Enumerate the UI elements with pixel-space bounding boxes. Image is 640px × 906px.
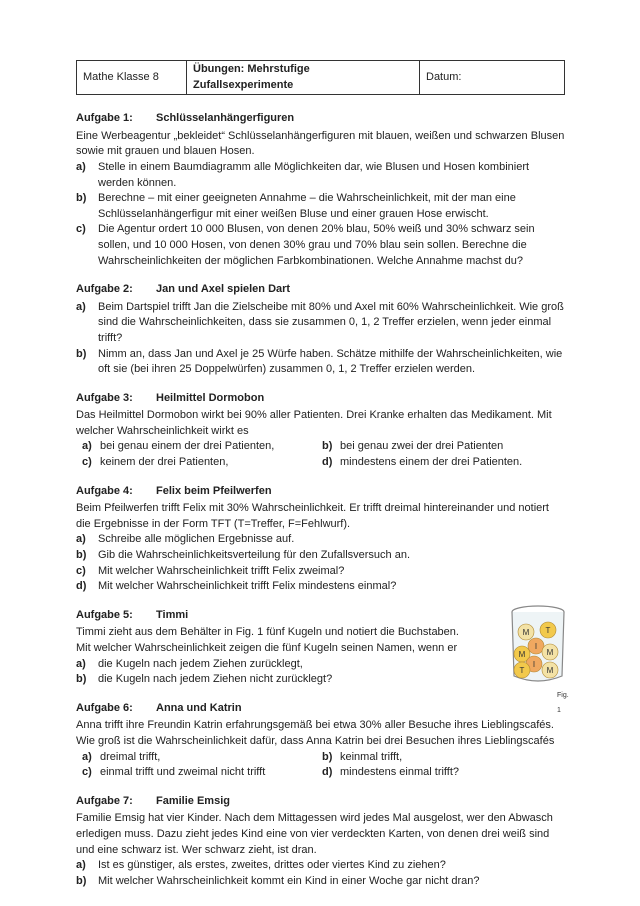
task-number: Aufgabe 5: — [76, 608, 133, 621]
task-intro: Anna trifft ihre Freundin Katrin erfahrungsgemäß bei etwa 30% aller Besuche ihres Lieblingscafés. Wie groß ist die Wahrscheinlichkeit dafür, dass Anna Katrin bei drei Besuchen ihres Lieblingscafés — [76, 719, 555, 747]
ball-letter: T — [545, 625, 551, 635]
list-item: c) Die Agentur ordert 10 000 Blusen, von denen 20% blau, 50% weiß und 30% schwarz sein sollen, und 10 000 Hosen, von denen 30% grau und 70% blau sein sollen. Berechne die Wahrscheinlichkeiten der möglichen Farbkombinationen. Welche Annahme machst du? — [76, 223, 535, 267]
ball-letter: M — [518, 649, 526, 659]
list-item: b) Mit welcher Wahrscheinlichkeit kommt ein Kind in einer Woche gar nicht dran? — [76, 874, 480, 887]
title-cell: Übungen: Mehrstufige Zufallsexperimente — [187, 61, 420, 95]
task-intro: Timmi zieht aus dem Behälter in Fig. 1 fünf Kugeln und notiert die Buchstaben. Mit welcher Wahrscheinlichkeit zeigen die fünf Kugeln seinen Namen, wenn er — [76, 626, 459, 654]
ball-letter: M — [546, 665, 554, 675]
list-item: a) bei genau einem der drei Patienten, — [82, 440, 275, 453]
list-item: d) Mit welcher Wahrscheinlichkeit trifft Felix mindestens einmal? — [76, 580, 397, 593]
task-intro: Beim Pfeilwerfen trifft Felix mit 30% Wahrscheinlichkeit. Er trifft dreimal hintereinander und notiert die Ergebnisse in der Form TFT (T=Treffer, F=Fehlwurf). — [76, 502, 549, 530]
list-item: a) Schreibe alle möglichen Ergebnisse auf. — [76, 533, 295, 546]
task-number: Aufgabe 3: — [76, 391, 133, 404]
list-item: a) Stelle in einem Baumdiagramm alle Möglichkeiten dar, wie Blusen und Hosen kombiniert werden können. — [76, 160, 530, 189]
task-number: Aufgabe 1: — [76, 112, 133, 125]
task-title: Timmi — [156, 608, 189, 621]
task-1 — [76, 111, 566, 269]
header-table — [76, 60, 565, 95]
task-intro: Familie Emsig hat vier Kinder. Nach dem Mittagessen wird jedes Mal ausgelost, wer den Abwasch erledigen muss. Dazu zieht jedes Kind eine von vier verdeckten Karten, von denen drei weiß sind und eine schwarz ist. Wer schwarz zieht, ist dran. — [76, 812, 553, 856]
task-intro: Das Heilmittel Dormobon wirkt bei 90% aller Patienten. Drei Kranke erhalten das Medikament. Mit welcher Wahrscheinlichkeit wirkt es — [76, 409, 552, 437]
ball-jar-figure — [506, 602, 570, 688]
task-3 — [76, 391, 566, 471]
date-cell: Datum: — [420, 61, 565, 95]
task-intro: Eine Werbeagentur „bekleidet“ Schlüsselanhängerfiguren mit blauen, weißen und schwarzen Blusen sowie mit grauen und blauen Hosen. — [76, 129, 565, 158]
list-item: b) bei genau zwei der drei Patienten — [322, 440, 504, 453]
list-item: a) Ist es günstiger, als erstes, zweites, drittes oder viertes Kind zu ziehen? — [76, 859, 446, 872]
list-item: b) keinmal trifft, — [322, 750, 403, 763]
subject-cell: Mathe Klasse 8 — [77, 61, 187, 95]
list-item: c) Mit welcher Wahrscheinlichkeit trifft Felix zweimal? — [76, 564, 345, 577]
task-number: Aufgabe 4: — [76, 484, 133, 497]
list-item: b) Gib die Wahrscheinlichkeitsverteilung für den Zufallsversuch an. — [76, 549, 411, 562]
task-4 — [76, 484, 566, 595]
list-item: a) die Kugeln nach jedem Ziehen zurücklegt, — [76, 657, 303, 670]
task-7 — [76, 794, 566, 890]
list-item: a) dreimal trifft, — [82, 750, 161, 763]
list-item: c) einmal trifft und zweimal nicht trifft — [82, 766, 266, 779]
task-number: Aufgabe 7: — [76, 794, 133, 807]
ball-letter: I — [534, 641, 538, 651]
task-2 — [76, 282, 566, 378]
list-item: c) keinem der drei Patienten, — [82, 456, 229, 469]
list-item: b) Berechne – mit einer geeigneten Annahme – die Wahrscheinlichkeit, mit der man eine Schlüsselanhängerfigur mit einer weißen Bluse und einer grauen Hose erwischt. — [76, 192, 516, 220]
task-title: Felix beim Pfeilwerfen — [156, 484, 272, 497]
list-item: d) mindestens einem der drei Patienten. — [322, 456, 523, 469]
figure-caption: Fig. 1 — [557, 691, 569, 715]
worksheet — [76, 60, 569, 902]
task-number: Aufgabe 2: — [76, 283, 133, 296]
task-title: Heilmittel Dormobon — [156, 391, 265, 404]
ball-letter: T — [519, 665, 525, 675]
task-title: Familie Emsig — [156, 794, 230, 807]
list-item: d) mindestens einmal trifft? — [322, 766, 460, 779]
ball-letter: I — [532, 659, 536, 669]
ball-letter: M — [522, 627, 530, 637]
task-number: Aufgabe 6: — [76, 701, 133, 714]
list-item: a) Beim Dartspiel trifft Jan die Zielscheibe mit 80% und Axel mit 60% Wahrscheinlichkeit. Wie groß sind die Wahrscheinlichkeiten, dass sie zusammen 0, 1, 2 Treffer erzielen, wenn jeder einmal trifft? — [76, 300, 564, 344]
task-title: Anna und Katrin — [156, 701, 242, 714]
task-title: Schlüsselanhängerfiguren — [156, 112, 295, 125]
list-item: b) die Kugeln nach jedem Ziehen nicht zurücklegt? — [76, 673, 333, 686]
task-6 — [76, 701, 566, 781]
task-title: Jan und Axel spielen Dart — [156, 283, 291, 296]
list-item: b) Nimm an, dass Jan und Axel je 25 Würfe haben. Schätze mithilfe der Wahrscheinlichkeiten, wie oft sie (bei ihren 25 Doppelwürfen) zusammen 0, 1, 2 Treffer erzielen werden. — [76, 347, 563, 376]
ball-letter: M — [546, 647, 554, 657]
